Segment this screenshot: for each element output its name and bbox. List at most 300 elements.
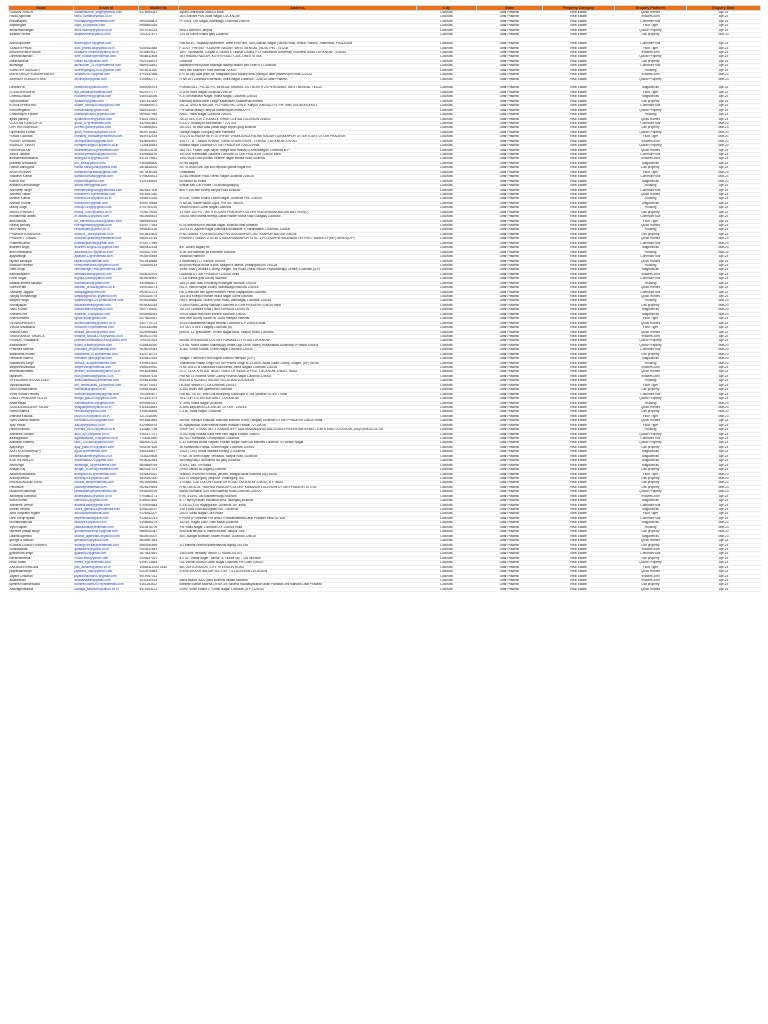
cell-state: Uttar Pradesh: [477, 312, 543, 316]
cell-email: ajy283@rediffmail.com: [74, 450, 139, 454]
cell-mobile: 9616946614: [139, 215, 179, 219]
cell-category: Real Estate: [543, 414, 615, 418]
cell-platform: CommonFloor: [615, 241, 687, 245]
cell-city: Lucknow: [417, 516, 477, 520]
cell-mobile: 9306668199: [139, 153, 179, 157]
cell-email: siddhartha_01@rediffmail.com: [74, 352, 139, 356]
cell-category: Real Estate: [543, 99, 615, 103]
cell-date: Apr-23: [687, 188, 761, 192]
cell-category: Real Estate: [543, 268, 615, 272]
cell-name: MAHESHKUP KUMARPANDEY: [9, 73, 74, 77]
cell-platform: Dzil property: [615, 530, 687, 534]
cell-email: tarebabidalis@yahoo.com: [74, 272, 139, 276]
cell-date: Apr-23: [687, 113, 761, 117]
cell-platform: Dzil property: [615, 232, 687, 236]
cell-name: hetal Yadav: [9, 561, 74, 565]
cell-email: manish2165@yahoo.co.in: [74, 197, 139, 201]
cell-mobile: 9406032976: [139, 272, 179, 276]
cell-name: rajendra pratap singh: [9, 530, 74, 534]
cell-email: mauerthemrg@gmail.com: [74, 95, 139, 99]
cell-platform: Dzil property: [615, 99, 687, 103]
cell-platform: Quickr Property: [615, 490, 687, 494]
cell-address: F-1/227 "PARVAT" KAUSHIK NAGAR, WEST BENGAL, INDIA, PIN - 741235: [179, 46, 417, 50]
cell-mobile: 9160556606: [139, 161, 179, 165]
cell-mobile: 9305588671: [139, 281, 179, 285]
cell-email: dariearl_50366@yahoo.co.in: [74, 286, 139, 290]
cell-address: Kathtwaj Mandi,Near Lodge Kalabaazh,Shaaderuki,Brindia: [179, 99, 417, 103]
cell-address: E/1327, Avadhpur Ashimabad 7 221 001: [179, 121, 417, 125]
cell-address: II-laborstary L17 Kanpur 208026: [179, 259, 417, 263]
cell-city: Lucknow: [417, 326, 477, 330]
cell-platform: Housing: [615, 299, 687, 303]
cell-date: Mar-23: [687, 476, 761, 480]
cell-city: Lucknow: [417, 170, 477, 174]
cell-email: jahawarahuji9@rediffmail.com: [74, 490, 139, 494]
cell-city: Lucknow: [417, 126, 477, 130]
cell-platform: Quickr Property: [615, 343, 687, 347]
cell-mobile: 9818818030: [139, 166, 179, 170]
cell-state: Uttar Pradesh: [477, 397, 543, 401]
cell-name: ChetnaChauon: [9, 95, 74, 99]
table-row: [9, 587, 761, 591]
cell-category: Real Estate: [543, 312, 615, 316]
cell-address: JX/64 Sarker 66 Aliganj,Lucknow: [179, 468, 417, 472]
cell-address: Indiana nagar Lucknow UTTAR PRADESH 226023 India: [179, 144, 417, 148]
cell-address: 246/45 New Mama Bheeja Dabar Harder Mona road Golaganj Lucknow: [179, 215, 417, 219]
cell-email: dhalkgn.sh/kas@rediffmail.com: [74, 543, 139, 547]
cell-date: Apr-23: [687, 210, 761, 214]
cell-date: Apr-23: [687, 463, 761, 467]
cell-category: Real Estate: [543, 508, 615, 512]
cell-platform: Quickr Property: [615, 561, 687, 565]
cell-mobile: 9389418383: [139, 388, 179, 392]
cell-mobile: 7036129608: [139, 454, 179, 458]
cell-address: 81/170 dravjal ganj, yadpura, Thakurganj, fno: [179, 476, 417, 480]
cell-state: Uttar Pradesh: [477, 366, 543, 370]
cell-city: Lucknow: [417, 565, 477, 569]
cell-date: Apr-23: [687, 334, 761, 338]
cell-category: Real Estate: [543, 299, 615, 303]
cell-platform: Housing: [615, 263, 687, 267]
cell-mobile: 7048169144: [139, 263, 179, 267]
cell-email: umes_gkmlt033@rediffmail.com: [74, 508, 139, 512]
cell-city: Lucknow: [417, 179, 477, 183]
cell-date: Apr-23: [687, 219, 761, 223]
cell-date: Apr-23: [687, 445, 761, 449]
cell-date: Apr-23: [687, 28, 761, 32]
cell-city: Lucknow: [417, 525, 477, 529]
cell-email: sanukumar08@yahoo.com: [74, 308, 139, 312]
cell-city: Lucknow: [417, 379, 477, 383]
cell-name: pradeep srivastava: [9, 161, 74, 165]
cell-category: Real Estate: [543, 130, 615, 134]
cell-email: avaneet.singh4201@gmail.com: [74, 246, 139, 250]
cell-state: Uttar Pradesh: [477, 503, 543, 507]
cell-email: shaufa_kash98@yahoo.com: [74, 330, 139, 334]
cell-category: Real Estate: [543, 437, 615, 441]
cell-category: Real Estate: [543, 153, 615, 157]
cell-category: Real Estate: [543, 135, 615, 139]
cell-email: ravipandey@yahoo.co.in: [74, 228, 139, 232]
cell-date: Apr-23: [687, 281, 761, 285]
cell-date: Apr-23: [687, 268, 761, 272]
cell-date: Apr-23: [687, 232, 761, 236]
cell-mobile: 9889432185: [139, 246, 179, 250]
cell-city: Lucknow: [417, 73, 477, 77]
cell-state: Uttar Pradesh: [477, 46, 543, 50]
cell-mobile: 9316632803: [139, 232, 179, 236]
cell-category: Real Estate: [543, 15, 615, 19]
cell-date: Apr-23: [687, 148, 761, 152]
cell-city: Lucknow: [417, 241, 477, 245]
cell-platform: CommonFloor: [615, 290, 687, 294]
cell-mobile: 9839221765: [139, 334, 179, 338]
cell-email: mandapang@rediffmail.com: [74, 19, 139, 23]
cell-name: Shailendra Singh: [9, 361, 74, 365]
cell-state: Uttar Pradesh: [477, 153, 543, 157]
cell-email: agarwaladiti8_04@yahoo.co.in: [74, 437, 139, 441]
cell-platform: Quick Homes: [615, 286, 687, 290]
cell-state: Uttar Pradesh: [477, 277, 543, 281]
cell-state: Uttar Pradesh: [477, 290, 543, 294]
cell-mobile: 9010438888: [139, 259, 179, 263]
cell-email: manoj_0050@yahoo.co.in: [74, 210, 139, 214]
cell-mobile: 9915163113: [139, 587, 179, 591]
cell-date: Apr-23: [687, 24, 761, 28]
cell-city: Lucknow: [417, 201, 477, 205]
cell-email: prakhits.srivastava2008@yahoo.com: [74, 339, 139, 343]
cell-name: umesh mishra: [9, 508, 74, 512]
cell-state: Uttar Pradesh: [477, 459, 543, 463]
cell-date: Apr-23: [687, 499, 761, 503]
cell-date: Apr-23: [687, 59, 761, 63]
cell-state: Uttar Pradesh: [477, 343, 543, 347]
cell-address: Flat No-E1, Swjaday Apartment, West End Park, Old Gulshan Nagar (Tanna Road, Ambal, Ranchi, Jharkhand, Pin-834006: [179, 42, 417, 46]
cell-email: dnama_agerwal92@yahoo.com: [74, 534, 139, 538]
cell-mobile: 9379528941: [139, 317, 179, 321]
cell-platform: Housing: [615, 401, 687, 405]
cell-city: Lucknow: [417, 117, 477, 121]
cell-city: Lucknow: [417, 503, 477, 507]
cell-state: Uttar Pradesh: [477, 286, 543, 290]
cell-platform: Quick Homes: [615, 370, 687, 374]
header-email: Email Id: [74, 6, 139, 11]
cell-category: Real Estate: [543, 210, 615, 214]
cell-email: abhi_oy79@yahoo.co.in: [74, 432, 139, 436]
cell-mobile: 9936774031: [139, 383, 179, 387]
cell-city: Lucknow: [417, 64, 477, 68]
cell-email: ysagliakjesh@yahoo.co.in: [74, 405, 139, 409]
cell-date: Mar-23: [687, 308, 761, 312]
cell-state: Uttar Pradesh: [477, 126, 543, 130]
cell-address: 857/107 Ramkatia, Chowpalyan, Lucknow: [179, 437, 417, 441]
cell-city: Lucknow: [417, 95, 477, 99]
cell-category: Real Estate: [543, 516, 615, 520]
cell-name: Abinesh Yadav: [9, 192, 74, 196]
cell-mobile: 9329392863: [139, 121, 179, 125]
header-address: Address: [179, 6, 417, 11]
cell-platform: Magicbricks: [615, 508, 687, 512]
cell-category: Real Estate: [543, 539, 615, 543]
cell-city: Lucknow: [417, 259, 477, 263]
cell-date: Mar-23: [687, 490, 761, 494]
cell-platform: 99acres.com: [615, 139, 687, 143]
cell-email: fanmytkhasoni@gmail.com: [74, 139, 139, 143]
cell-category: Real Estate: [543, 64, 615, 68]
cell-mobile: 9792632588: [139, 73, 179, 77]
cell-platform: 99acres.com: [615, 157, 687, 161]
cell-platform: Quick Homes: [615, 224, 687, 228]
cell-address: 291-A, GREEN NAGAR, PO: RAM PAC LINES, Kanpur 208001(U.P), PH: 0980 02416/0003004 1: [179, 104, 417, 108]
cell-address: 1/165, Vinam Khand, Gomti Nagar Lucknow 226010: [179, 348, 417, 352]
cell-email: shailesh_03@yahoo.com: [74, 312, 139, 316]
cell-state: Uttar Pradesh: [477, 228, 543, 232]
cell-platform: Floor Tiger: [615, 326, 687, 330]
cell-email: prashant_pfx@rediffmail.com: [74, 348, 139, 352]
cell-state: Uttar Pradesh: [477, 166, 543, 170]
cell-mobile: 7052017677: [139, 33, 179, 37]
cell-city: Lucknow: [417, 476, 477, 480]
cell-state: Uttar Pradesh: [477, 468, 543, 472]
cell-email: chinamy_bhosale@rediffmail.com: [74, 135, 139, 139]
cell-address: 1/152,Vijay Prasad Saini neer ranr nagar Kanpur 208001: [179, 432, 417, 436]
cell-address: 12/159 Karve chand ganj Lucknow: [179, 33, 417, 37]
cell-date: Apr-23: [687, 441, 761, 445]
cell-category: Real Estate: [543, 530, 615, 534]
cell-platform: CommonFloor: [615, 503, 687, 507]
cell-name: BHASKERMISHRA36: [9, 50, 74, 54]
cell-address: kamlesh kumar saxena LRSM 3/4 Saxena Raubasyarapun avan Parawat Dihi Mahoba Uttar Pradesh: [179, 583, 417, 587]
cell-mobile: 9985197136: [139, 374, 179, 378]
cell-address: A-nd 309 lacknow ye indrimme lucknow: [179, 250, 417, 254]
cell-date: Apr-23: [687, 579, 761, 583]
cell-city: Lucknow: [417, 556, 477, 560]
header-enquiry-date: Enquiry Date: [687, 6, 761, 11]
cell-state: Uttar Pradesh: [477, 50, 543, 54]
cell-name: Syed Usama Hashmi: [9, 419, 74, 423]
cell-name: RIHAB Lucknow: [9, 135, 74, 139]
cell-email: ankitsuppur.n@gmail.com: [74, 42, 139, 46]
cell-date: Apr-23: [687, 556, 761, 560]
cell-state: Uttar Pradesh: [477, 24, 543, 28]
cell-name: Dineshkhasman: [9, 55, 74, 59]
cell-address: Vrathou TeLmnrsnTInfeda, jalt,keh, Bangla bazar lucknow (up) INDIA: [179, 472, 417, 476]
cell-name: Abhishek Verma: [9, 503, 74, 507]
cell-platform: Quick Homes: [615, 237, 687, 241]
cell-city: Lucknow: [417, 570, 477, 574]
cell-name: mohammad abbas: [9, 215, 74, 219]
cell-category: Real Estate: [543, 503, 615, 507]
cell-date: Apr-23: [687, 206, 761, 210]
cell-date: Apr-23: [687, 326, 761, 330]
cell-platform: Dzil property: [615, 126, 687, 130]
cell-email: ankaranirmal@gmail.com: [74, 303, 139, 307]
cell-date: Apr-23: [687, 383, 761, 387]
cell-mobile: 9919750433: [139, 28, 179, 32]
cell-email: mr_bbrnmti3005060@yahoo.com: [74, 219, 139, 223]
cell-address: 1464 Ikhti Terwalay Sector 17 Noida 201301: [179, 552, 417, 556]
cell-address: a-c 33 , vdkas nagar , sector -4, House No. - 118 lucknow: [179, 556, 417, 560]
cell-mobile: 9974436328: [139, 170, 179, 174]
cell-platform: Dzil property: [615, 445, 687, 449]
cell-email: barun3502@gmail.com: [74, 499, 139, 503]
cell-city: Lucknow: [417, 405, 477, 409]
cell-address: Ayrani Jharkhand 258003 India: [179, 11, 417, 15]
cell-mobile: 7903990877: [139, 392, 179, 396]
cell-date: Mar-23: [687, 144, 761, 148]
cell-state: Uttar Pradesh: [477, 326, 543, 330]
cell-email: sanjeevsbdjrediffmail.com: [74, 366, 139, 370]
cell-state: Uttar Pradesh: [477, 130, 543, 134]
cell-platform: CommonFloor: [615, 277, 687, 281]
cell-category: Real Estate: [543, 281, 615, 285]
cell-state: Uttar Pradesh: [477, 33, 543, 37]
cell-name: KOKNDIPMISHRA: [9, 104, 74, 108]
cell-platform: Magicbricks: [615, 95, 687, 99]
cell-platform: Housing: [615, 281, 687, 285]
cell-name: Jayant Chauhan: [9, 574, 74, 578]
cell-platform: Floor Tiger: [615, 46, 687, 50]
cell-state: Uttar Pradesh: [477, 224, 543, 228]
cell-date: Apr-23: [687, 290, 761, 294]
cell-email: sumankumaris@gmail.com: [74, 175, 139, 179]
cell-city: Lucknow: [417, 561, 477, 565]
cell-name: avaneet singh: [9, 246, 74, 250]
cell-platform: CommonFloor: [615, 175, 687, 179]
cell-category: Real Estate: [543, 73, 615, 77]
cell-email: swaumalab666@rediffmail.com: [74, 379, 139, 383]
cell-mobile: 9135512213: [139, 516, 179, 520]
cell-state: Uttar Pradesh: [477, 157, 543, 161]
cell-date: Mar-23: [687, 361, 761, 365]
cell-email: hemanth.rgoe@gmail.com: [74, 357, 139, 361]
cell-platform: Magicbricks: [615, 268, 687, 272]
cell-category: Real Estate: [543, 543, 615, 547]
cell-mobile: 7036379169: [139, 210, 179, 214]
cell-name: PrateekKumar: [9, 241, 74, 245]
cell-email: kumararunprasad@gmail.com: [74, 170, 139, 174]
cell-date: Apr-23: [687, 459, 761, 463]
cell-date: Apr-23: [687, 215, 761, 219]
cell-name: AJAY KUSHWAHA(P): [9, 450, 74, 454]
cell-date: Apr-23: [687, 11, 761, 15]
cell-city: Lucknow: [417, 468, 477, 472]
cell-category: Real Estate: [543, 574, 615, 578]
cell-email: sanjeevuser@yahoo.com: [74, 33, 139, 37]
cell-mobile: 9211547574: [139, 397, 179, 401]
cell-city: Lucknow: [417, 295, 477, 299]
cell-name: Sanjay Kumarsingh: [9, 295, 74, 299]
cell-name: MANOJ PANDEY: [9, 210, 74, 214]
cell-category: Real Estate: [543, 521, 615, 525]
cell-name: Pavdhuve: [9, 485, 74, 489]
cell-state: Uttar Pradesh: [477, 59, 543, 63]
cell-category: Real Estate: [543, 55, 615, 59]
cell-date: Apr-23: [687, 46, 761, 50]
cell-email: aaj03jiv@yahoo.co.in: [74, 423, 139, 427]
cell-city: Lucknow: [417, 579, 477, 583]
cell-address: i-B-548, sector-H, LDA Lucknow 226012: [179, 383, 417, 387]
cell-city: Lucknow: [417, 153, 477, 157]
cell-mobile: 9839936800: [139, 277, 179, 281]
cell-date: Mar-23: [687, 73, 761, 77]
cell-email: unobal_ali9@rediffmail.com: [74, 481, 139, 485]
cell-mobile: 9106637021: [139, 556, 179, 560]
cell-mobile: 9384168877: [139, 450, 179, 454]
cell-platform: 99acres.com: [615, 547, 687, 551]
cell-date: Mar-23: [687, 352, 761, 356]
cell-city: Lucknow: [417, 77, 477, 81]
cell-city: Lucknow: [417, 388, 477, 392]
cell-name: INDRAJIT SINGH: [9, 144, 74, 148]
cell-email: kmHasrus2929@gmail.com: [74, 419, 139, 423]
cell-category: Real Estate: [543, 108, 615, 112]
cell-mobile: 1212318390: [139, 414, 179, 418]
cell-category: Real Estate: [543, 525, 615, 529]
cell-category: Real Estate: [543, 583, 615, 587]
cell-email: goloo_8?@rediffmail.com: [74, 121, 139, 125]
cell-name: KOBBALGANSH SHARRT: [9, 543, 74, 547]
cell-platform: Dzil property: [615, 352, 687, 356]
cell-mobile: 9540013195: [139, 148, 179, 152]
cell-name: trabobsakalen: [9, 272, 74, 276]
cell-platform: CommonFloor: [615, 188, 687, 192]
cell-platform: Magicbricks: [615, 308, 687, 312]
cell-email: mandeepanjpoling@farmaail.com: [74, 188, 139, 192]
cell-mobile: 9415179561: [139, 157, 179, 161]
cell-name: sanjeev singh: [9, 299, 74, 303]
cell-mobile: 9136696631: [139, 126, 179, 130]
cell-category: Real Estate: [543, 121, 615, 125]
cell-platform: Dzil property: [615, 476, 687, 480]
cell-state: Uttar Pradesh: [477, 55, 543, 59]
cell-name: amol srivastava: [9, 250, 74, 254]
cell-date: Apr-23: [687, 397, 761, 401]
cell-address: Vikasnat Hamroni: [179, 255, 417, 259]
cell-mobile: 9507716830: [139, 308, 179, 312]
cell-platform: Floor Tiger: [615, 383, 687, 387]
cell-address: 36 Karavbhao Pottas, Gomti nagar, Lucknow 226010: [179, 445, 417, 449]
cell-mobile: 9996778658: [139, 201, 179, 205]
cell-mobile: 9808859769: [139, 463, 179, 467]
cell-category: Real Estate: [543, 481, 615, 485]
cell-name: ajaylatsingh: [9, 255, 74, 259]
cell-address: 281/291, Bt Irani road pahat bagh kopan gurg lucknow: [179, 126, 417, 130]
cell-category: Real Estate: [543, 565, 615, 569]
cell-address: 138 s park road aliu egaen run - Lucknow: [179, 508, 417, 512]
cell-city: Lucknow: [417, 161, 477, 165]
cell-email: farperivinshal@live.com: [74, 516, 139, 520]
cell-state: Uttar Pradesh: [477, 259, 543, 263]
cell-platform: Magicbricks: [615, 161, 687, 165]
cell-name: Ajay Yadav: [9, 423, 74, 427]
cell-state: Uttar Pradesh: [477, 383, 543, 387]
cell-category: Real Estate: [543, 405, 615, 409]
cell-mobile: 9795777989: [139, 241, 179, 245]
cell-mobile: 9199913832: [139, 361, 179, 365]
cell-address: SHOP NO: 4 PANG NO: 1 KANANDEPT SANJHIMANASHAI BALLEOKN PRSEHA 9NOOHBOTTOM K KING LUCKNOW, 206(Y)SNOD-OC-08: [179, 428, 417, 432]
cell-state: Uttar Pradesh: [477, 437, 543, 441]
cell-name: kapilsingam: [9, 24, 74, 28]
cell-state: Uttar Pradesh: [477, 530, 543, 534]
cell-state: Uttar Pradesh: [477, 99, 543, 103]
cell-category: Real Estate: [543, 432, 615, 436]
cell-address: A-184 vishni fam apartment Lucknow: [179, 388, 417, 392]
cell-state: Uttar Pradesh: [477, 388, 543, 392]
cell-state: Uttar Pradesh: [477, 215, 543, 219]
cell-platform: 99acres.com: [615, 50, 687, 54]
cell-platform: 99acres.com: [615, 574, 687, 578]
